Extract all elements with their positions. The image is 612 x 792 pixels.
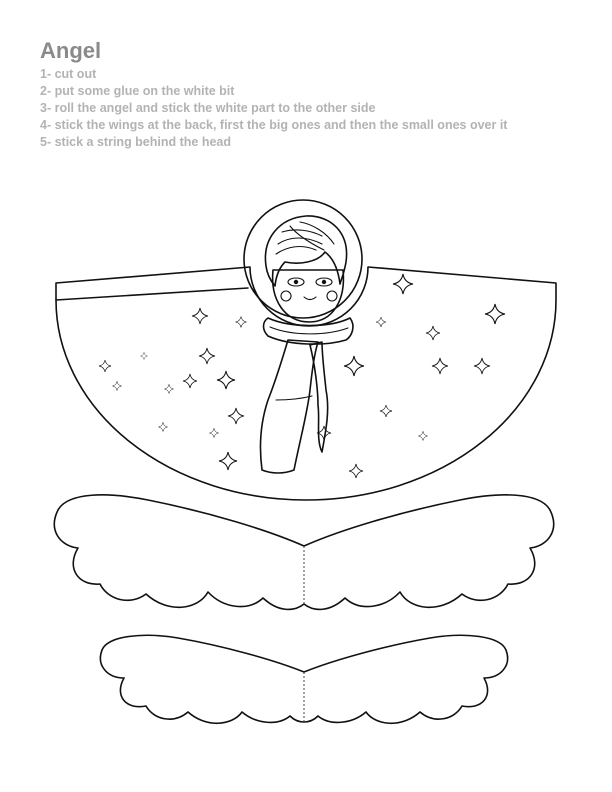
angel-scarf <box>260 318 353 473</box>
angel-head <box>265 216 346 322</box>
big-wings-cutout <box>54 495 553 610</box>
instruction-step: 4- stick the wings at the back, first the big ones and then the small ones over it <box>40 118 508 132</box>
instruction-step: 5- stick a string behind the head <box>40 135 232 149</box>
instruction-step: 3- roll the angel and stick the white part to the other side <box>40 101 376 115</box>
small-wings-cutout <box>100 635 507 723</box>
angel-body-cutout <box>56 267 556 500</box>
star-decorations <box>99 274 505 478</box>
glue-strip-line <box>56 288 248 300</box>
halo-ring <box>244 200 362 318</box>
instruction-step: 2- put some glue on the white bit <box>40 84 235 98</box>
page-title: Angel <box>40 38 102 63</box>
instruction-step: 1- cut out <box>40 67 97 81</box>
